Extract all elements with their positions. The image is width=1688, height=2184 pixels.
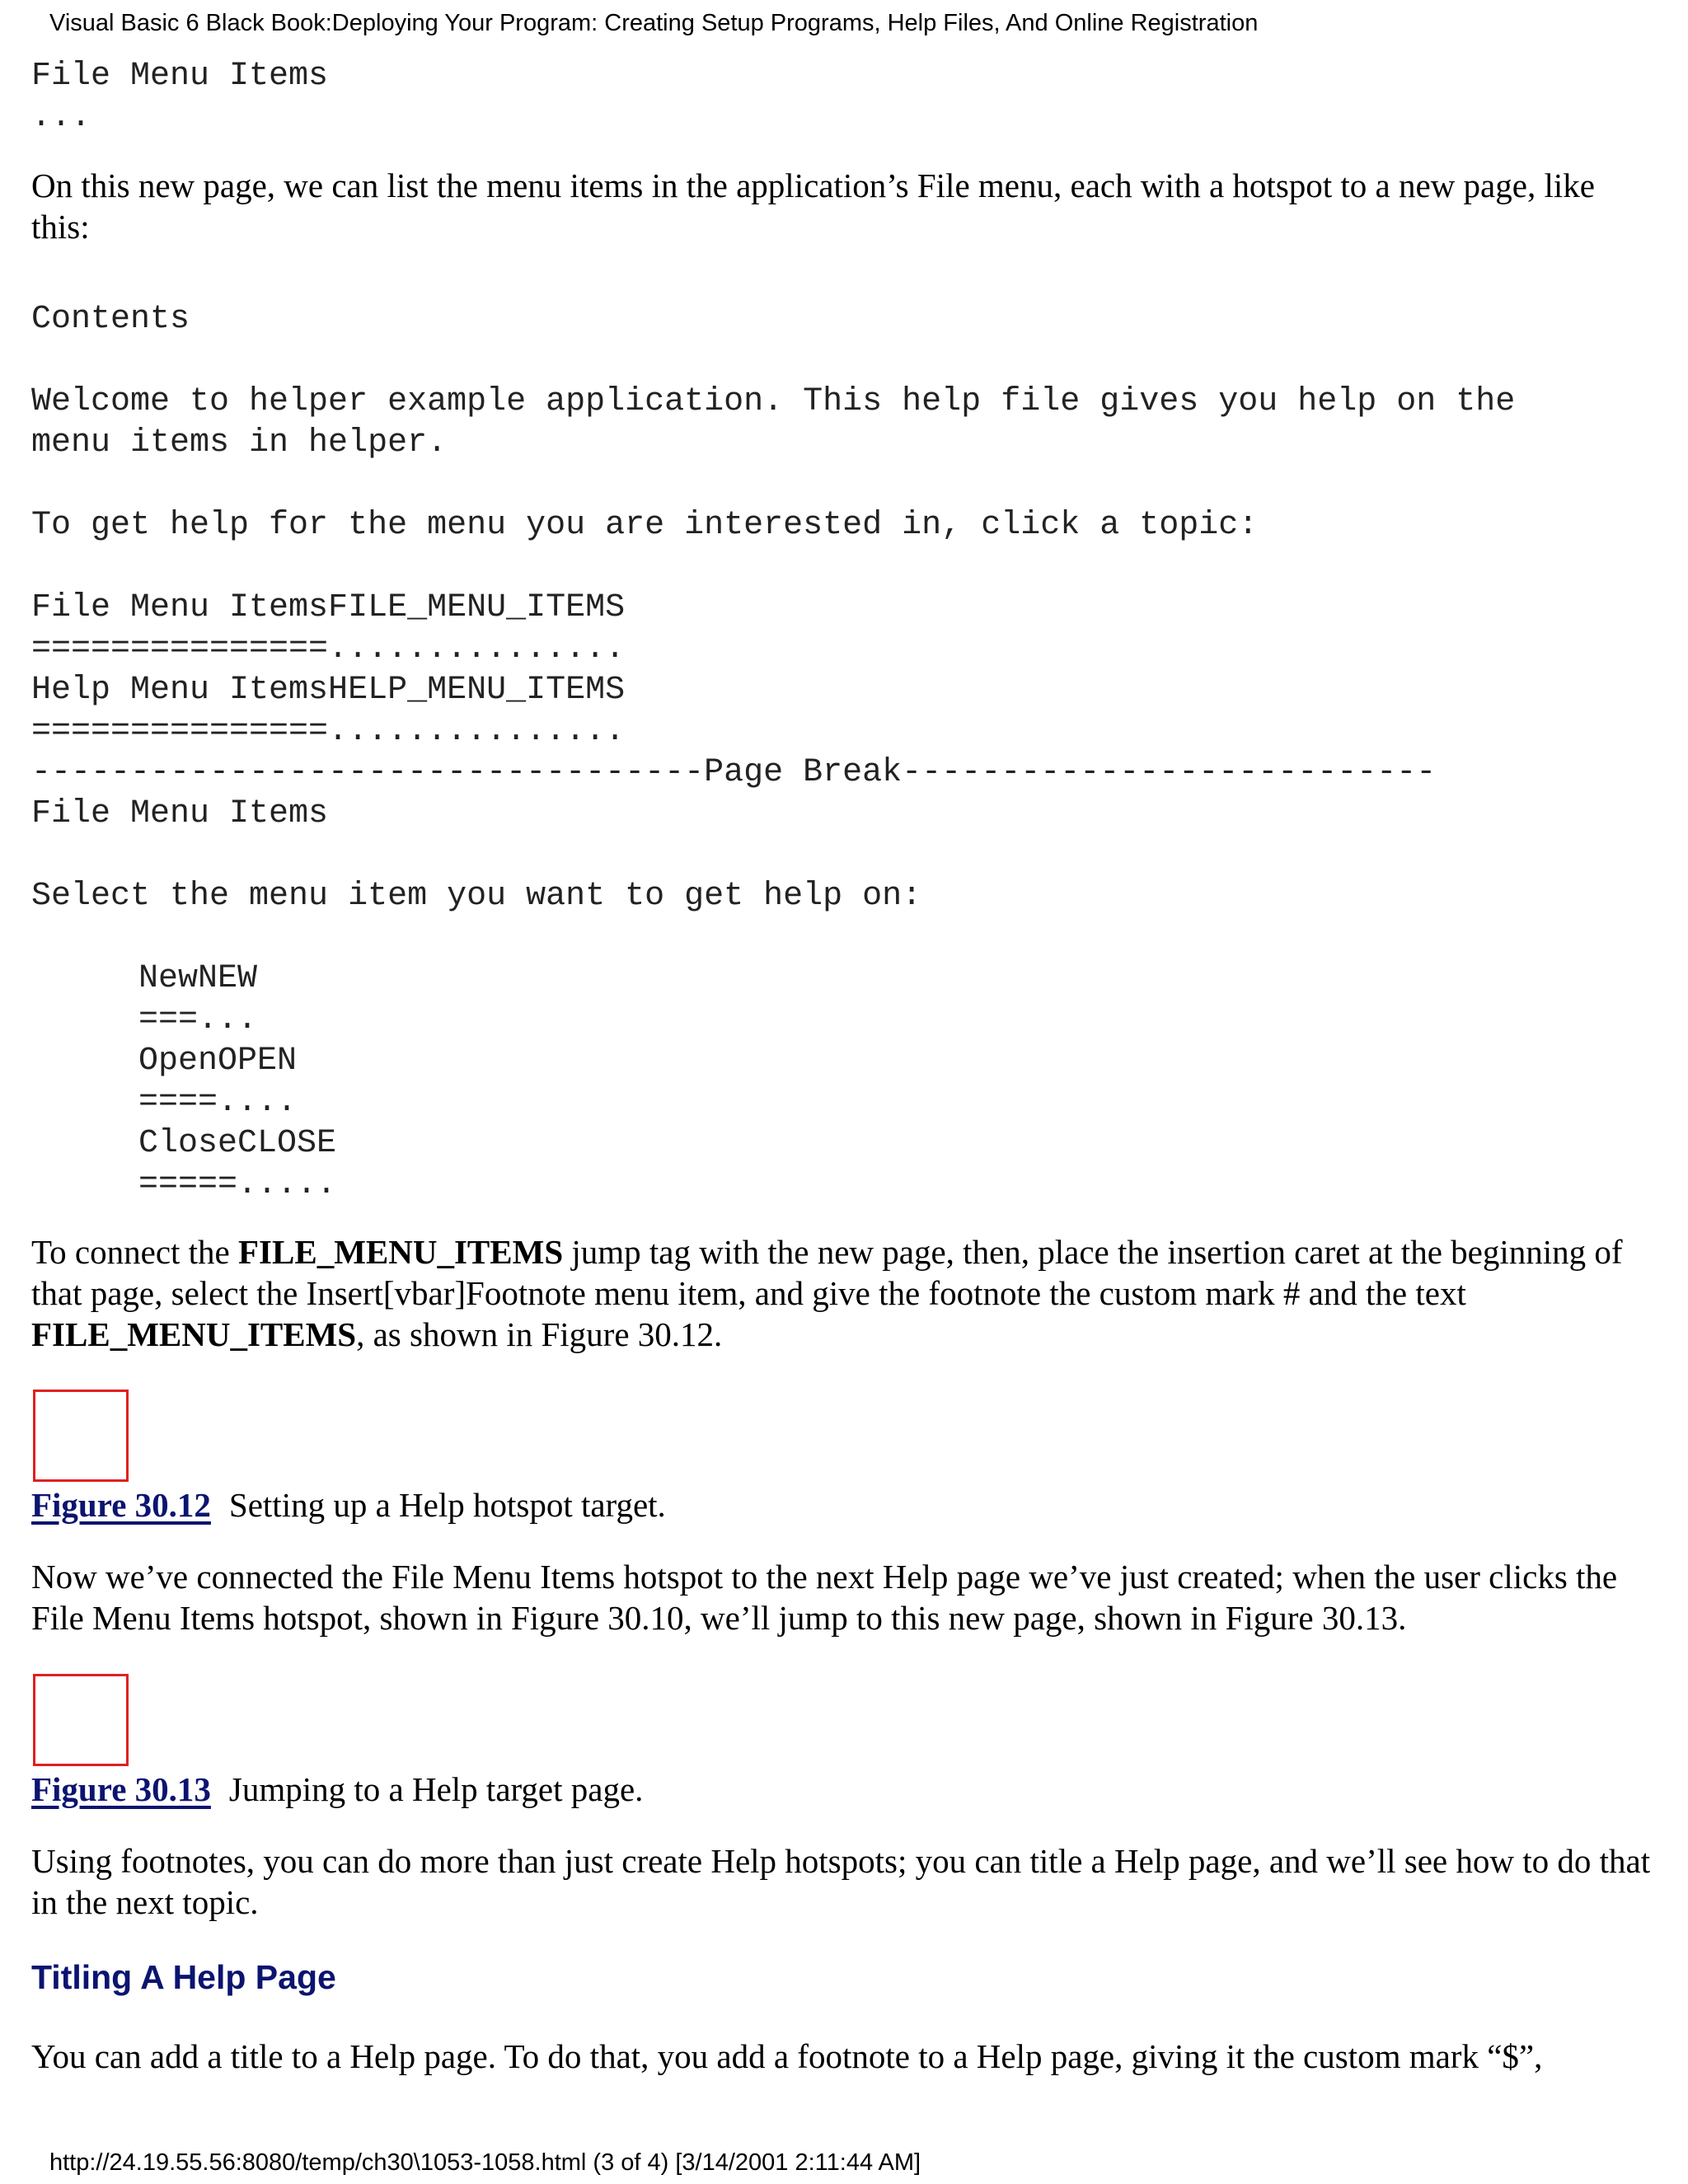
menu-item-code: CloseCLOSE [138,1125,337,1162]
figure-caption [31,1769,643,1810]
paragraph-footnotes: Using footnotes, you can do more than just create Help hotspots; you can title a Help page, and we’ll see how to do that in the next topic. [31,1842,1651,1921]
code-line: Select the menu item you want to get help on: [31,878,922,915]
figure-link[interactable]: Figure 30.13 [31,1770,211,1808]
para-text: , as shown in Figure 30.12. [356,1315,723,1353]
code-file-menu-items: File Menu Items [31,58,329,95]
code-line: Contents [31,301,190,338]
code-line: Help Menu ItemsHELP_MENU_ITEMS [31,672,626,709]
code-line: To get help for the menu you are interested in, click a topic: [31,507,1259,544]
code-line: File Menu Items [31,795,329,832]
figure-image-placeholder[interactable] [33,1674,129,1766]
page-header: Visual Basic 6 Black Book:Deploying Your Program: Creating Setup Programs, Help Files, And Online Registration [49,10,1259,36]
bold-jump-tag: FILE_MENU_ITEMS [31,1315,357,1353]
figure-caption-text: Setting up a Help hotspot target. [228,1486,666,1524]
code-line: ===============............... [31,630,626,668]
menu-item-code: ===... [138,1001,258,1038]
menu-item-code: =====..... [138,1166,337,1203]
code-line: Welcome to helper example application. This help file gives you help on the [31,383,1516,420]
figure-caption [31,1484,666,1526]
code-page-break: ----------------------------------Page Break--------------------------- [31,754,1437,791]
figure-link[interactable]: Figure 30.12 [31,1486,211,1524]
menu-item-code: OpenOPEN [138,1043,298,1080]
paragraph-connected: Now we’ve connected the File Menu Items hotspot to the next Help page we’ve just created; when the user clicks the File Menu Items hotspot, shown in Figure 30.10, we’ll jump to this new page, shown in Figure 30.13. [31,1558,1618,1637]
section-heading: Titling A Help Page [31,1958,336,1996]
bold-jump-tag: FILE_MENU_ITEMS [238,1233,564,1271]
menu-item-code: ====.... [138,1084,298,1121]
code-line: ===============............... [31,713,626,750]
figure-caption-text: Jumping to a Help target page. [228,1770,644,1808]
para-text: To connect the [31,1233,239,1271]
page-footer: http://24.19.55.56:8080/temp/ch30\1053-1058.html (3 of 4) [3/14/2001 2:11:44 AM] [49,2149,921,2176]
paragraph-connect [31,1231,1659,1355]
para-text: jump tag with the new page, then, place the insertion caret at the beginning of that page, select the Insert[vbar]Footnote menu item, and give the footnote the custom mark # and the text [31,1233,1623,1312]
code-line: menu items in helper. [31,424,448,462]
code-line: File Menu ItemsFILE_MENU_ITEMS [31,589,626,626]
paragraph-title-page: You can add a title to a Help page. To do that, you add a footnote to a Help page, giving it the custom mark “$”, [31,2037,1543,2075]
menu-item-code: NewNEW [138,960,258,997]
paragraph-intro: On this new page, we can list the menu items in the application’s File menu, each with a hotspot to a new page, like this: [31,166,1595,246]
code-ellipsis: ... [31,99,91,136]
figure-image-placeholder[interactable] [33,1390,129,1482]
